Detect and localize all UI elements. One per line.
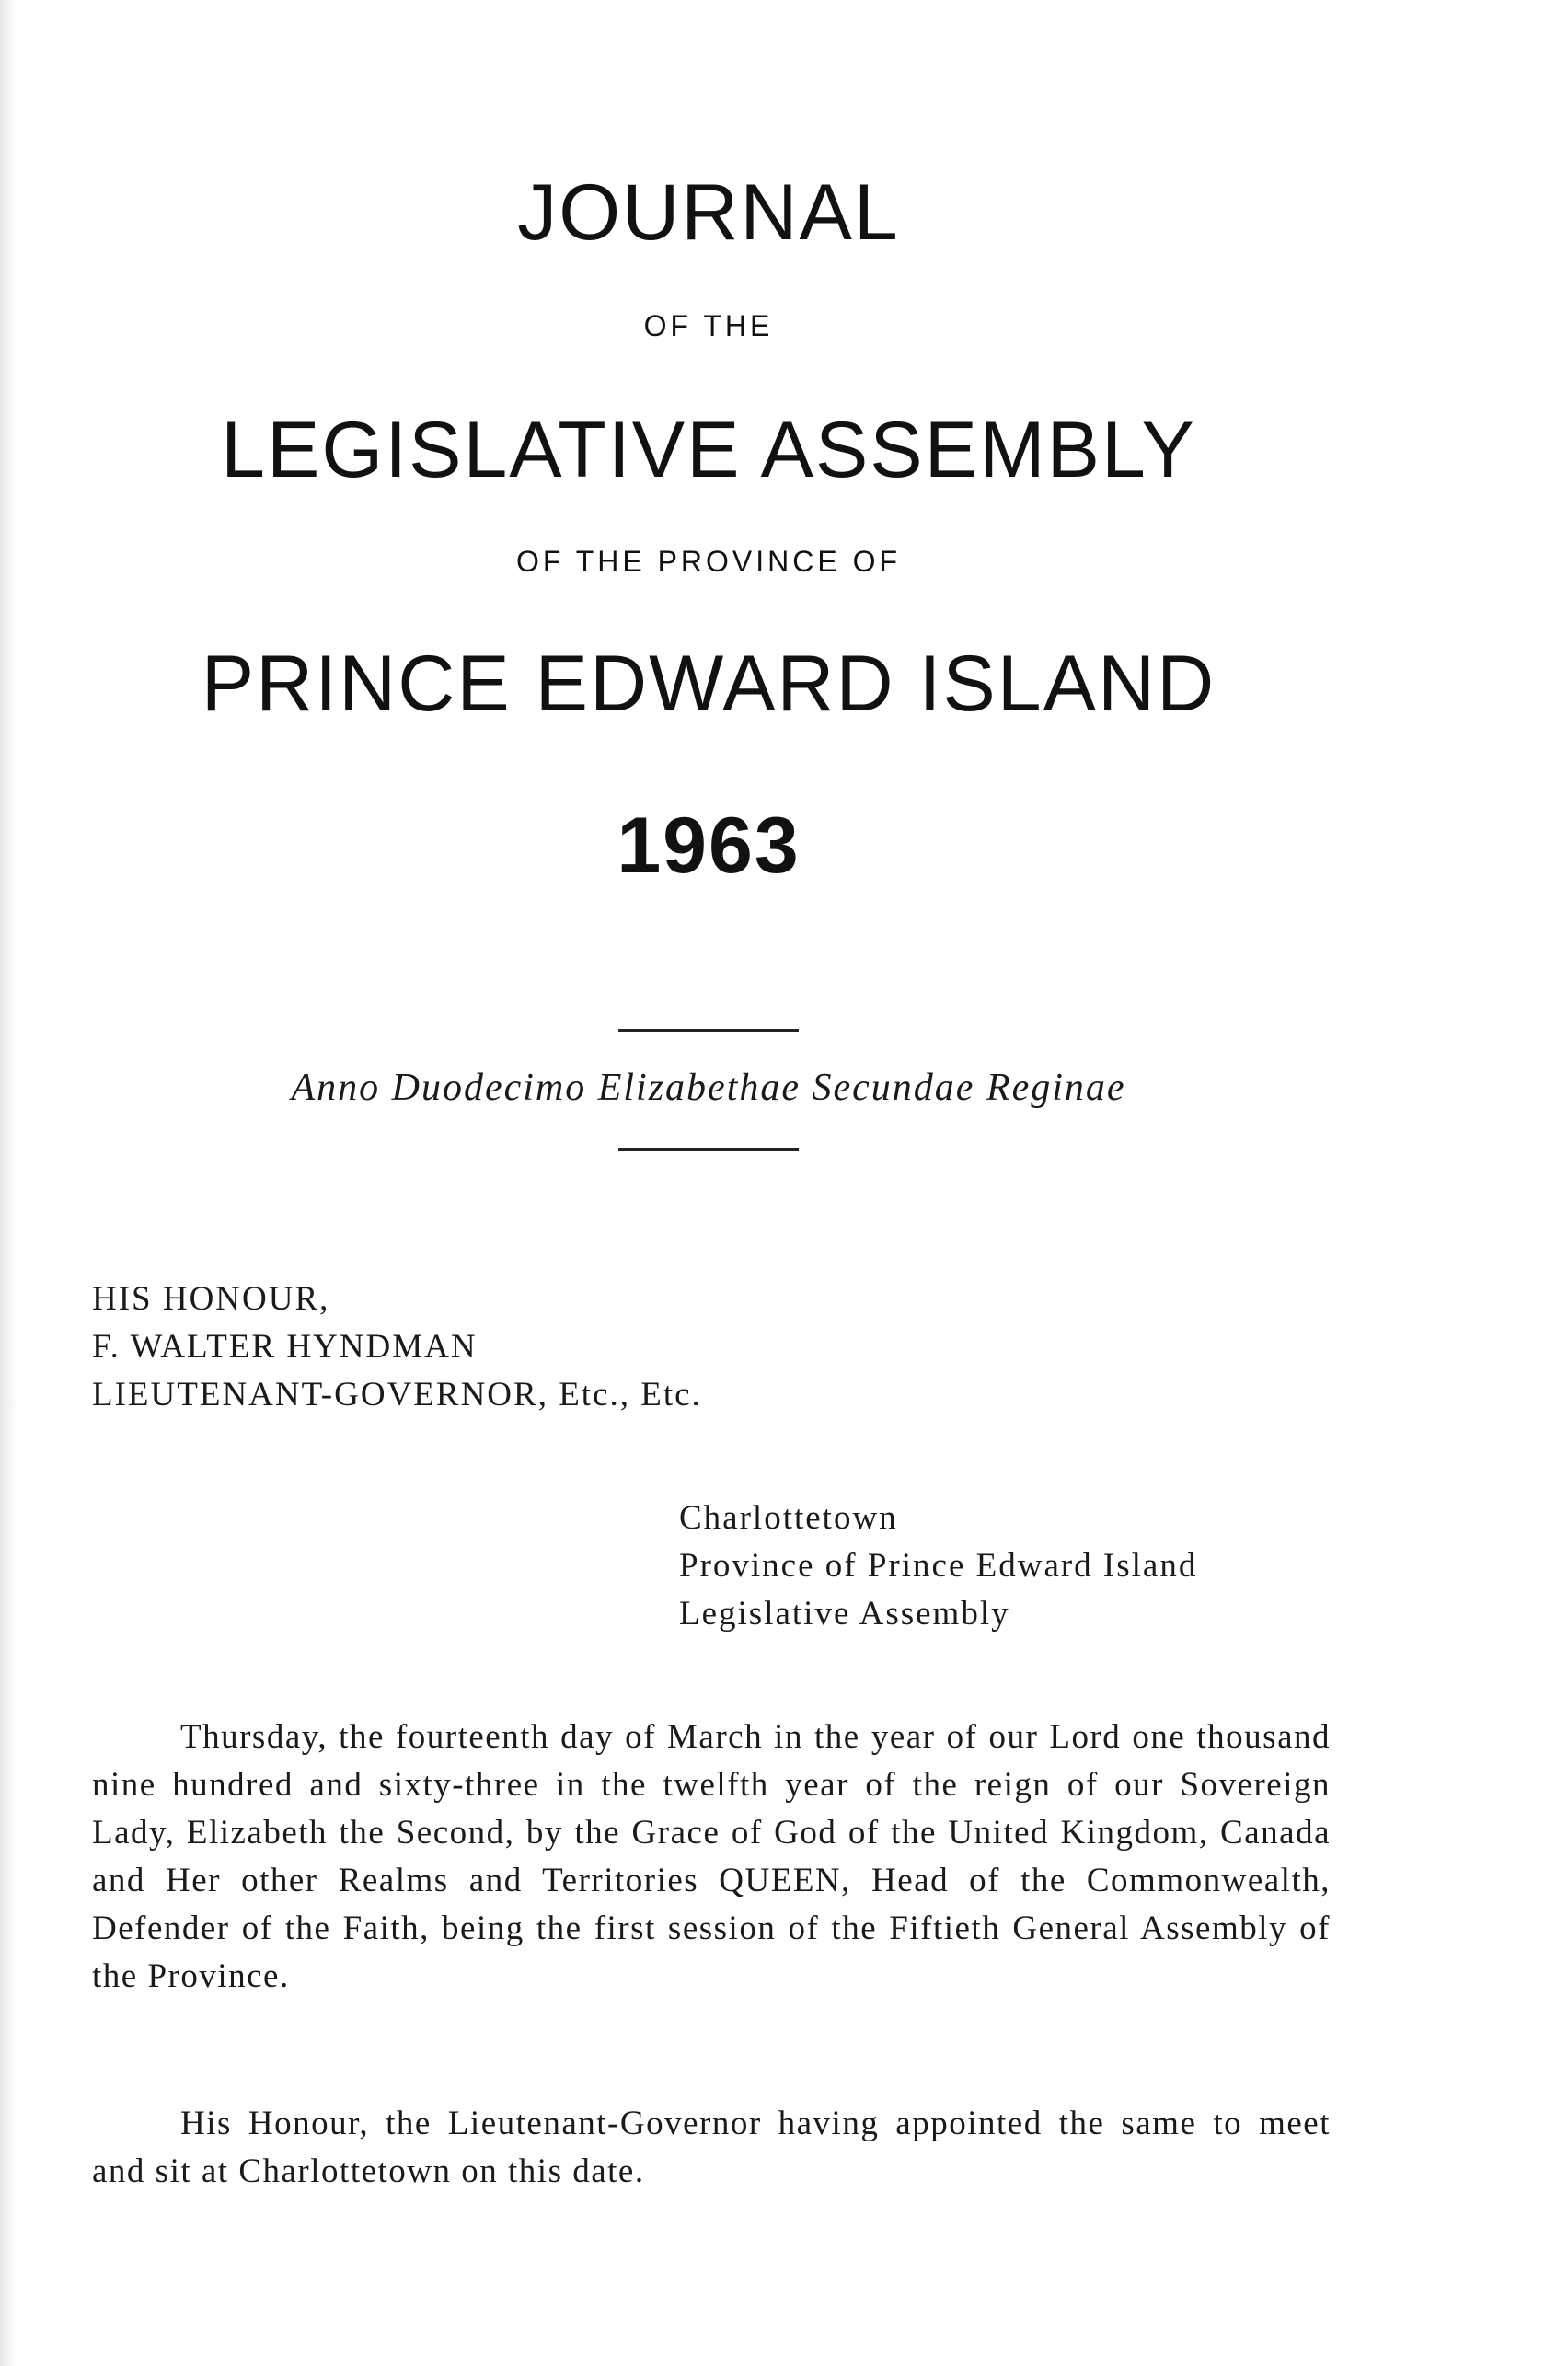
address-line-2: F. WALTER HYNDMAN	[92, 1328, 478, 1366]
place-line-3: Legislative Assembly	[679, 1595, 1010, 1633]
title-year: 1963	[617, 802, 801, 890]
place-line-1: Charlottetown	[679, 1499, 898, 1537]
subtitle-of-the-province-of: OF THE PROVINCE OF	[515, 545, 902, 578]
body-paragraph-2: His Honour, the Lieutenant-Governor having appointed the same to meet and sit at Charlottetown on this date.	[92, 2105, 1331, 2190]
regnal-year-line: Anno Duodecimo Elizabethae Secundae Reginae	[291, 1067, 1126, 1109]
title-journal: JOURNAL	[517, 168, 900, 257]
title-province-name: PRINCE EDWARD ISLAND	[201, 640, 1216, 728]
divider-bottom	[618, 1148, 799, 1151]
title-legislative-assembly: LEGISLATIVE ASSEMBLY	[221, 406, 1196, 494]
body-paragraph-1: Thursday, the fourteenth day of March in the year of our Lord one thousand nine hundred and sixty-three in the twelfth year of the reign of our Sovereign Lady, Elizabeth the Second, by the Grace of God of the United Kingdom, Canada and Her other Realms and Territories QUEEN, Head of the Commonwealth, Defender of the Faith, being the first session of the Fiftieth General Assembly of the Province.	[92, 1718, 1331, 1995]
divider-top	[618, 1029, 799, 1032]
page-edge-shadow	[0, 0, 17, 2366]
address-line-1: HIS HONOUR,	[92, 1280, 330, 1318]
place-line-2: Province of Prince Edward Island	[679, 1547, 1198, 1585]
address-line-3: LIEUTENANT-GOVERNOR, Etc., Etc.	[92, 1376, 702, 1414]
subtitle-of-the: OF THE	[643, 309, 774, 342]
